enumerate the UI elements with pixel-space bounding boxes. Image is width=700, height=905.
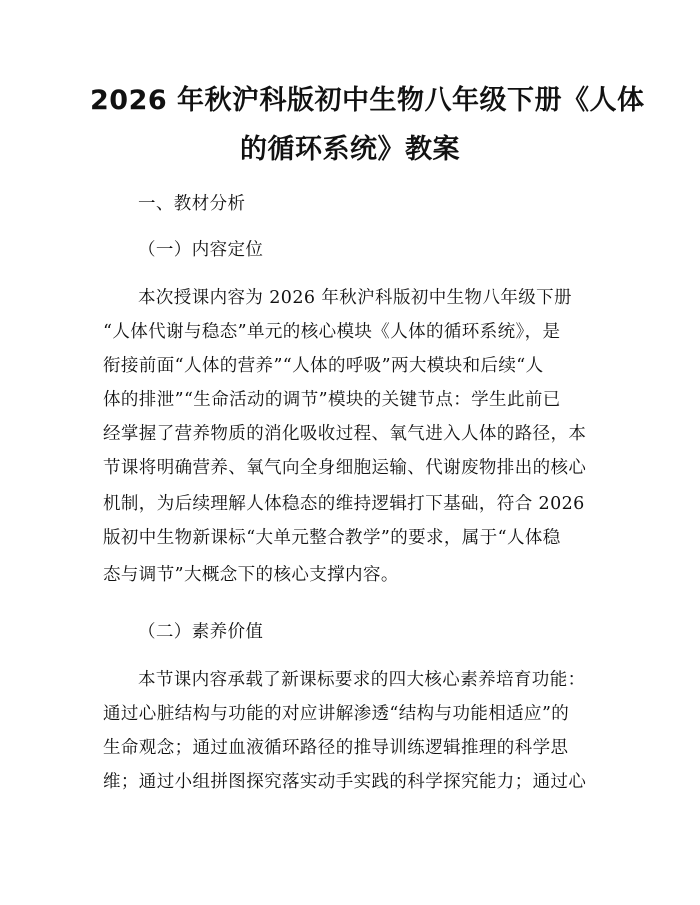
document-title-line-1: 2026 年秋沪科版初中生物八年级下册《人体 (90, 85, 645, 116)
paragraph-line: 版初中生物新课标“大单元整合教学”的要求，属于“人体稳 (103, 528, 561, 548)
subsection-heading-literacy-value: （二）素养价值 (138, 622, 264, 642)
paragraph-line: 衔接前面“人体的营养”“人体的呼吸”两大模块和后续“人 (103, 356, 544, 376)
paragraph-line: 通过心脏结构与功能的对应讲解渗透“结构与功能相适应”的 (103, 704, 570, 724)
paragraph-line: 体的排泄”“生命活动的调节”模块的关键节点：学生此前已 (103, 390, 561, 410)
paragraph-line: 态与调节”大概念下的核心支撑内容。 (103, 565, 399, 585)
paragraph-line: 生命观念；通过血液循环路径的推导训练逻辑推理的科学思 (103, 738, 569, 758)
paragraph-line: 节课将明确营养、氧气向全身细胞运输、代谢废物排出的核心 (103, 458, 587, 478)
paragraph-line: 本节课内容承载了新课标要求的四大核心素养培育功能： (138, 670, 586, 690)
document-title-line-2: 的循环系统》教案 (240, 134, 460, 165)
section-heading-analysis: 一、教材分析 (138, 194, 246, 214)
paragraph-line: “人体代谢与稳态”单元的核心模块《人体的循环系统》，是 (103, 322, 561, 342)
paragraph-line: 维；通过小组拼图探究落实动手实践的科学探究能力；通过心 (103, 772, 587, 792)
subsection-heading-content-position: （一）内容定位 (138, 240, 264, 260)
paragraph-line: 本次授课内容为 2026 年秋沪科版初中生物八年级下册 (138, 288, 572, 308)
paragraph-line: 经掌握了营养物质的消化吸收过程、氧气进入人体的路径，本 (103, 424, 587, 444)
paragraph-line: 机制，为后续理解人体稳态的维持逻辑打下基础，符合 2026 (103, 494, 585, 514)
